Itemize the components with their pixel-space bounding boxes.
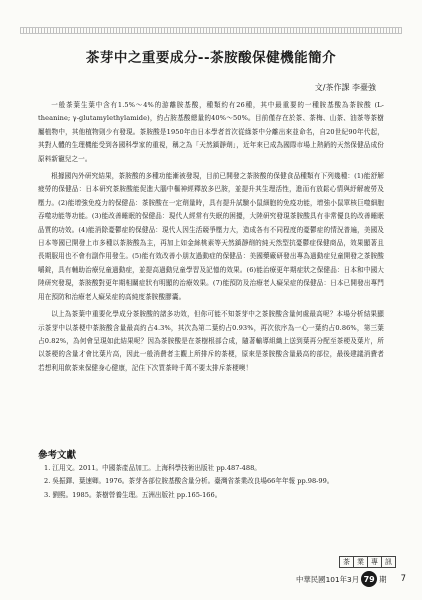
reference-item-3: 3. 劉熙。1985。茶樹營養生理。五洲出版社 pp.165-166。 [44, 490, 222, 499]
badge-char-2: 業 [353, 557, 367, 567]
badge-char-4: 訊 [381, 557, 395, 567]
header-decorative-rule [20, 27, 402, 34]
issue-number: 79 [361, 571, 377, 587]
page-footer [296, 571, 406, 587]
badge-char-1: 茶 [343, 558, 350, 566]
paragraph-3: 以上為茶葉中重要化學成分茶胺酸的諸多功效，但你可能不知茶芽中之茶胺酸含量何處最高呢？本場分析結果顯示茶芽中以茶梗中茶胺酸含量最高約占4.3%，其次為第二葉約占0.93%，再次依序為一心一葉約占0.86%，第三葉占0.82%，為何會呈現如此結果呢？因為茶胺酸是在茶樹根部合成，隨著輸導組織上送到葉再分配至茶梗及葉片，所以茶梗的含量才會比葉片高，因此一般消費者主觀上所排斥的茶梗，原來是茶胺酸含量最高的部位，最後建議消費者若想利用飲茶來保健身心健康，記住下次買茶時千萬不要太排斥茶梗噢！ [38, 310, 384, 372]
references-heading: 參考文獻 [38, 450, 77, 461]
reference-item-1: 1. 江用文。2011。中國茶產品加工。上海科學技術出版社 pp.487-488。 [44, 464, 261, 472]
newsletter-badge [339, 556, 396, 568]
paragraph-2: 根據國內外研究結果，茶胺酸的多種功能漸被發現，目前已開發之茶胺酸的保健食品種類有下列幾種：(1)能舒解疲勞的保健品：日本研究茶胺酸能促進大腦中樞神經釋放多巴胺，並提升其生理活性，進而有放鬆心情與紓解疲勞及壓力。(2)能增強免疫力的保健品：茶胺酸在一定劑量時，具有提升試驗小鼠細胞的免疫功能，增強小鼠單核巨噬細胞吞噬功能等功能。(3)能改善睡眠的保健品：現代人經常有失眠的困擾，大陸研究發現茶胺酸具有非常優良的改善睡眠品質的功效。(4)能消除憂鬱症的保健品：現代人因生活競爭壓力大，造成各有不同程度的憂鬱症的情況普遍，美國及日本等國已開發上市多種以茶胺酸為主，再加上如金絲桃素等天然鎮靜劑的純天然型抗憂鬱症保健商品，效果顯著且長期服用也不會有副作用發生。(5)能有效改善小朋友過動症的保健品：美國藥廠研發出專為過動症兒童開發之茶胺酸嚼錠，具有輔助治療兒童過動症，並提高過動兒童學習及記憶的效果。(6)能治療更年期症狀之保健品：日本和中國大陸研究發現，茶胺酸對更年期相關症狀有明顯的治療效果。(7)能預防及治療老人癡呆症的保健品：日本已開發出專門用在預防和治療老人癡呆症的高純度茶胺酸膠囊。 [38, 172, 384, 301]
page-number: 7 [400, 574, 406, 584]
reference-item-2: 2. 吳振鐸、葉速卿。1976。茶芽各部位胺基酸含量分析。臺灣省茶業改良場66年年報 pp.98-99。 [44, 477, 334, 486]
article-title: 茶芽中之重要成分--茶胺酸保健機能簡介 [85, 50, 337, 66]
footer-date: 中華民國101年3月 [296, 574, 360, 584]
issue-suffix: 期 [379, 574, 387, 584]
paragraph-1: 一般茶葉生葉中含有1.5%～4%的游離胺基酸，種類約有26種，其中最重要的一種胺基酸為茶胺酸 (L-theanine; γ-glutamylethylamide)，約占胺基酸總量的40%～50%。目前僅存在於茶、茶梅、山茶、油茶等茶樹屬植物中，其他植物則少有發現。茶胺酸是1950年由日本學者首次從綠茶中分離出來並命名，自20世紀90年代起，其對人體的生理機能受到各國科學家的重視，稱之為「天然鎮靜劑」，近年來已成為國際市場上熱銷的天然保健品成份原料新寵兒之一。 [38, 101, 384, 163]
article-body [38, 99, 384, 379]
references-list [44, 462, 384, 502]
badge-char-3: 專 [367, 557, 381, 567]
article-author: 文/茶作課 李臺強 [314, 83, 376, 92]
